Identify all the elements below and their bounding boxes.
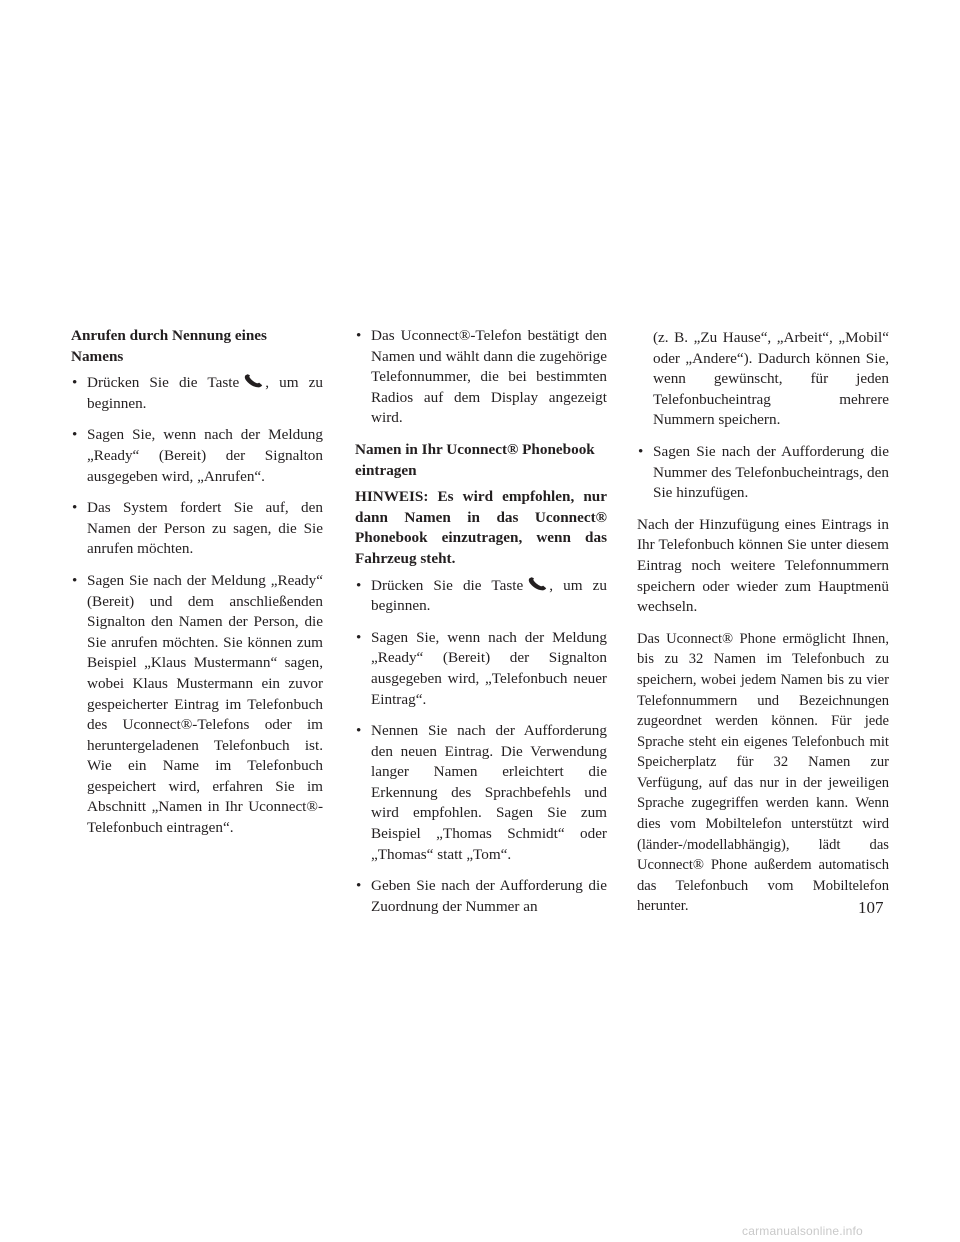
list-item-text: Drücken Sie die Taste bbox=[371, 576, 524, 594]
list-item: • Geben Sie nach der Aufforderung die Zuordnung der Nummer an bbox=[355, 876, 607, 917]
list-item: • Sagen Sie nach der Aufforderung die Nummer des Telefonbucheintrags, den Sie hinzufügen. bbox=[637, 442, 889, 504]
list-item-text: , um zu beginnen. bbox=[87, 374, 323, 412]
column-middle bbox=[355, 326, 607, 928]
list-item bbox=[355, 576, 607, 617]
note-text: HINWEIS: Es wird empfohlen, nur dann Namen in das Uconnect® Phonebook einzutragen, wenn das Fahrzeug steht. bbox=[355, 488, 607, 567]
list-item-text: Drücken Sie die Taste bbox=[87, 374, 240, 392]
instruction-list bbox=[355, 576, 607, 918]
section-heading-add-names: Namen in Ihr Uconnect® Phonebook eintragen bbox=[355, 440, 595, 479]
phone-handset-icon bbox=[527, 577, 547, 591]
list-item: • Sagen Sie, wenn nach der Meldung „Ready“ (Bereit) der Signalton ausgegeben wird, „Telefonbuch neuer Eintrag“. bbox=[355, 628, 607, 710]
list-item: • Sagen Sie nach der Meldung „Ready“ (Bereit) und dem anschließenden Signalton den Namen der Person, die Sie anrufen möchten. Sie können zum Beispiel „Klaus Mustermann“ sagen, wobei Klaus Mustermann ein zuvor gespeicherter Eintrag im Telefonbuch des Uconnect®-Telefons oder im heruntergeladenen Telefonbuch ist. Wie ein Name im Telefonbuch gespeichert wird, erfahren Sie im Abschnitt „Namen in Ihr Uconnect®-Telefonbuch eintragen“. bbox=[71, 571, 323, 839]
list-item-text: , um zu beginnen. bbox=[371, 576, 607, 615]
instruction-list bbox=[637, 328, 889, 504]
list-item: • Das System fordert Sie auf, den Namen der Person zu sagen, die Sie anrufen möchten. bbox=[71, 498, 323, 560]
paragraph: Das Uconnect® Phone ermöglicht Ihnen, bis zu 32 Namen im Telefonbuch zu speichern, wobei jedem Namen bis zu vier Telefonnummern und Bezeichnungen zugeordnet werden können. Für jede Sprache steht ein eigenes Telefonbuch mit Speicherplatz für 32 Namen zur Verfügung, auf das nur in der jeweiligen Sprache zugegriffen werden kann. Wenn dies vom Mobiltelefon unterstützt wird (länder-/modellabhängig), lädt das Uconnect® Phone außerdem automatisch das Telefonbuch vom Mobiltelefon herunter. bbox=[637, 630, 889, 915]
column-left bbox=[71, 326, 323, 850]
watermark: carmanualsonline.info bbox=[742, 1224, 863, 1238]
paragraph: Nach der Hinzufügung eines Eintrags in Ihr Telefonbuch können Sie unter diesem Eintrag noch weitere Telefonnummern speichern oder wieder zum Hauptmenü wechseln. bbox=[637, 515, 889, 616]
phone-handset-icon bbox=[243, 374, 263, 388]
instruction-list bbox=[355, 326, 607, 429]
list-item-continuation: (z. B. „Zu Hause“, „Arbeit“, „Mobil“ oder „Andere“). Dadurch können Sie, wenn gewünscht, für jeden Telefonbucheintrag mehrere Nummern speichern. bbox=[653, 329, 889, 429]
section-heading-call-by-name: Anrufen durch Nennung eines Namens bbox=[71, 327, 267, 365]
list-item: • Sagen Sie, wenn nach der Meldung „Ready“ (Bereit) der Signalton ausgegeben wird, „Anrufen“. bbox=[71, 425, 323, 487]
list-item: • Das Uconnect®-Telefon bestätigt den Namen und wählt dann die zugehörige Telefonnummer, die bei bestimmten Radios auf dem Display angezeigt wird. bbox=[355, 326, 607, 429]
page-number: 107 bbox=[858, 898, 884, 917]
column-right bbox=[637, 328, 889, 917]
list-item bbox=[71, 373, 323, 414]
instruction-list bbox=[71, 373, 323, 838]
list-item: • Nennen Sie nach der Aufforderung den neuen Eintrag. Die Verwendung langer Namen erleichtert die Erkennung des Sprachbefehls und wird empfohlen. Sagen Sie zum Beispiel „Thomas Schmidt“ oder „Thomas“ statt „Tom“. bbox=[355, 721, 607, 865]
